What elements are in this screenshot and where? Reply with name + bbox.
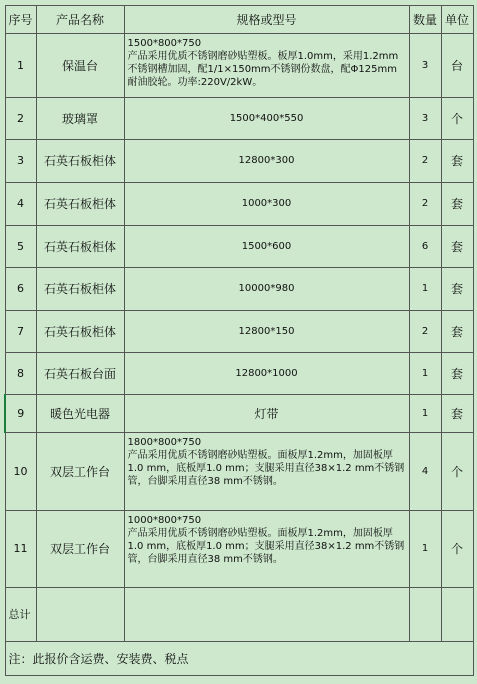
cell-seq[interactable]: 3	[5, 140, 36, 183]
header-name[interactable]: 产品名称	[36, 6, 124, 34]
header-unit[interactable]: 单位	[441, 6, 473, 34]
table-row	[5, 395, 473, 433]
cell-seq[interactable]: 2	[5, 98, 36, 140]
header-qty[interactable]: 数量	[409, 6, 441, 34]
total-qty-cell[interactable]	[409, 588, 441, 642]
total-row	[5, 588, 473, 642]
cell-unit[interactable]: 台	[441, 34, 473, 98]
cell-unit[interactable]: 套	[441, 353, 473, 395]
cell-name[interactable]: 暖色光电器	[36, 395, 124, 433]
cell-spec[interactable]: 12800*150	[124, 311, 409, 353]
total-spec-cell[interactable]	[124, 588, 409, 642]
cell-unit[interactable]: 个	[441, 511, 473, 588]
quote-table	[4, 5, 474, 676]
header-seq[interactable]: 序号	[5, 6, 36, 34]
note-cell[interactable]: 注：此报价含运费、安装费、税点	[5, 642, 473, 676]
cell-spec[interactable]: 12800*300	[124, 140, 409, 183]
cell-spec[interactable]: 1500*800*750 产品采用优质不锈钢磨砂贴塑板。板厚1.0mm，采用1.2mm不锈钢槽加固，配1/1×150mm不锈钢份数盘，配Φ125mm耐油胶轮。功率:220V/2kW。	[124, 34, 409, 98]
cell-seq[interactable]: 4	[5, 183, 36, 226]
cell-spec[interactable]: 12800*1000	[124, 353, 409, 395]
cell-unit[interactable]: 套	[441, 311, 473, 353]
cell-spec[interactable]: 10000*980	[124, 268, 409, 311]
header-row	[5, 6, 473, 34]
cell-seq[interactable]: 9	[5, 395, 36, 433]
cell-qty[interactable]: 3	[409, 34, 441, 98]
total-unit-cell[interactable]	[441, 588, 473, 642]
cell-seq[interactable]: 7	[5, 311, 36, 353]
cell-spec[interactable]: 1000*300	[124, 183, 409, 226]
table-row	[5, 511, 473, 588]
cell-qty[interactable]: 1	[409, 511, 441, 588]
cell-unit[interactable]: 套	[441, 395, 473, 433]
cell-qty[interactable]: 4	[409, 433, 441, 511]
cell-qty[interactable]: 1	[409, 268, 441, 311]
cell-name[interactable]: 双层工作台	[36, 433, 124, 511]
cell-seq[interactable]: 5	[5, 226, 36, 268]
cell-unit[interactable]: 套	[441, 268, 473, 311]
total-name-cell[interactable]	[36, 588, 124, 642]
cell-spec[interactable]: 1500*600	[124, 226, 409, 268]
cell-name[interactable]: 石英石板柜体	[36, 226, 124, 268]
cell-name[interactable]: 石英石板台面	[36, 353, 124, 395]
cell-unit[interactable]: 套	[441, 226, 473, 268]
cell-qty[interactable]: 2	[409, 140, 441, 183]
cell-qty[interactable]: 3	[409, 98, 441, 140]
table-row	[5, 140, 473, 183]
cell-seq[interactable]: 1	[5, 34, 36, 98]
cell-name[interactable]: 玻璃罩	[36, 98, 124, 140]
cell-name[interactable]: 石英石板柜体	[36, 311, 124, 353]
table-row	[5, 353, 473, 395]
cell-name[interactable]: 石英石板柜体	[36, 140, 124, 183]
cell-spec[interactable]: 灯带	[124, 395, 409, 433]
table-row	[5, 183, 473, 226]
cell-qty[interactable]: 6	[409, 226, 441, 268]
cell-seq[interactable]: 8	[5, 353, 36, 395]
cell-seq[interactable]: 6	[5, 268, 36, 311]
table-row	[5, 98, 473, 140]
cell-unit[interactable]: 套	[441, 140, 473, 183]
cell-spec[interactable]: 1000*800*750 产品采用优质不锈钢磨砂贴塑板。面板厚1.2mm，加固板厚1.0 mm，底板厚1.0 mm；支腿采用直径38×1.2 mm不锈钢管，台脚采用直径38 mm不锈钢。	[124, 511, 409, 588]
table-row	[5, 226, 473, 268]
table-row	[5, 433, 473, 511]
total-label[interactable]: 总计	[5, 588, 36, 642]
cell-qty[interactable]: 2	[409, 183, 441, 226]
cell-name[interactable]: 双层工作台	[36, 511, 124, 588]
table-row	[5, 311, 473, 353]
table-row	[5, 268, 473, 311]
cell-unit[interactable]: 套	[441, 183, 473, 226]
cell-seq[interactable]: 11	[5, 511, 36, 588]
cell-name[interactable]: 石英石板柜体	[36, 183, 124, 226]
cell-name[interactable]: 石英石板柜体	[36, 268, 124, 311]
cell-spec[interactable]: 1800*800*750 产品采用优质不锈钢磨砂贴塑板。面板厚1.2mm，加固板厚1.0 mm，底板厚1.0 mm；支腿采用直径38×1.2 mm不锈钢管，台脚采用直径38 mm不锈钢。	[124, 433, 409, 511]
note-row	[5, 642, 473, 676]
cell-unit[interactable]: 个	[441, 433, 473, 511]
header-spec[interactable]: 规格或型号	[124, 6, 409, 34]
cell-unit[interactable]: 个	[441, 98, 473, 140]
cell-spec[interactable]: 1500*400*550	[124, 98, 409, 140]
table-row	[5, 34, 473, 98]
cell-seq[interactable]: 10	[5, 433, 36, 511]
cell-name[interactable]: 保温台	[36, 34, 124, 98]
cell-qty[interactable]: 1	[409, 353, 441, 395]
cell-qty[interactable]: 2	[409, 311, 441, 353]
cell-qty[interactable]: 1	[409, 395, 441, 433]
